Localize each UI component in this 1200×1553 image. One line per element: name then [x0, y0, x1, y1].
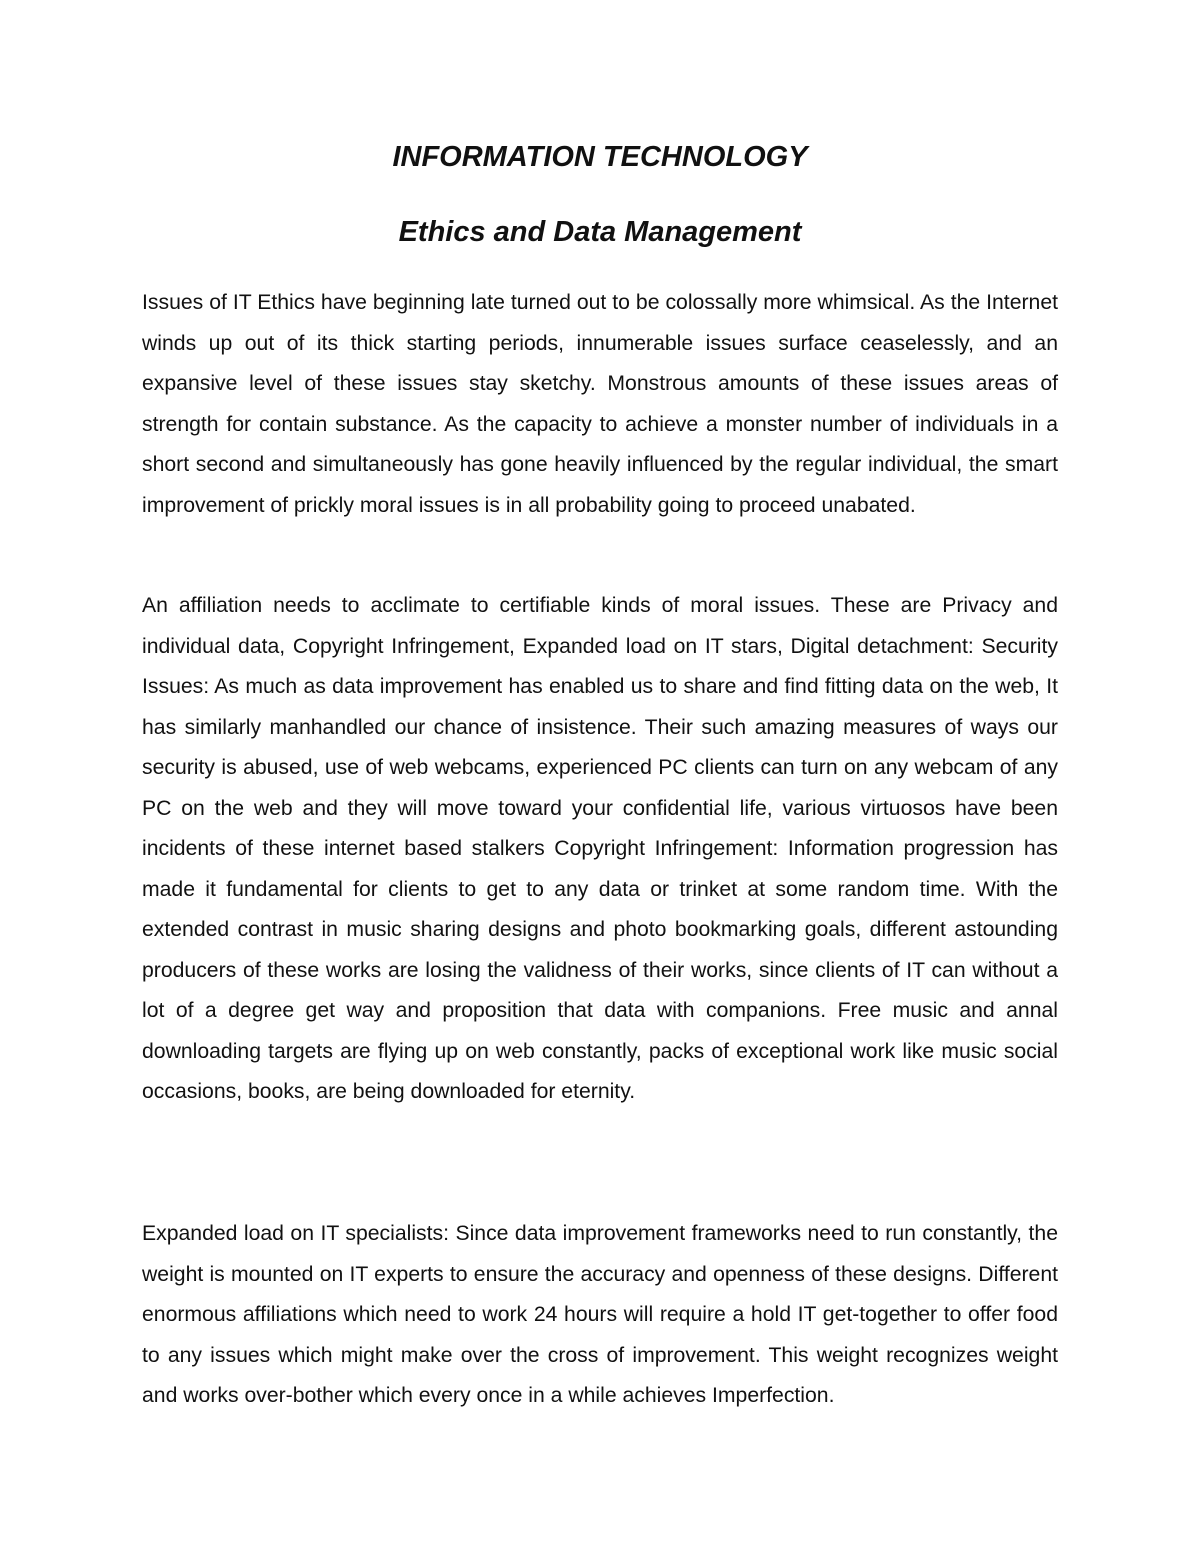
document-title: INFORMATION TECHNOLOGY	[392, 141, 808, 173]
paragraph-ethics-intro: Issues of IT Ethics have beginning late turned out to be colossally more whimsical. As the Internet winds up out of its thick starting periods, innumerable issues surface ceaselessly, and an expansive level of these issues stay sketchy. Monstrous amounts of these issues areas of strength for contain substance. As the capacity to achieve a monster number of individuals in a short second and simultaneously has gone heavily influenced by the regular individual, the smart improvement of prickly moral issues is in all probability going to proceed unabated.	[142, 291, 1058, 517]
paragraph-it-specialists: Expanded load on IT specialists: Since data improvement frameworks need to run constantly, the weight is mounted on IT experts to ensure the accuracy and openness of these designs. Different enormous affiliations which need to work 24 hours will require a hold IT get-together to offer food to any issues which might make over the cross of improvement. This weight recognizes weight and works over-bother which every once in a while achieves Imperfection.	[142, 1222, 1058, 1407]
paragraph-moral-issues: An affiliation needs to acclimate to certifiable kinds of moral issues. These are Privacy and individual data, Copyright Infringement, Expanded load on IT stars, Digital detachment: Security Issues: As much as data improvement has enabled us to share and find fitting data on the web, It has similarly manhandled our chance of insistence. Their such amazing measures of ways our security is abused, use of web webcams, experienced PC clients can turn on any webcam of any PC on the web and they will move toward your confidential life, various virtuosos have been incidents of these internet based stalkers Copyright Infringement: Information progression has made it fundamental for clients to get to any data or trinket at some random time. With the extended contrast in music sharing designs and photo bookmarking goals, different astounding producers of these works are losing the validness of their works, since clients of IT can without a lot of a degree get way and proposition that data with companions. Free music and annal downloading targets are flying up on web constantly, packs of exceptional work like music social occasions, books, are being downloaded for eternity.	[142, 594, 1058, 1103]
document-subtitle: Ethics and Data Management	[398, 216, 802, 248]
